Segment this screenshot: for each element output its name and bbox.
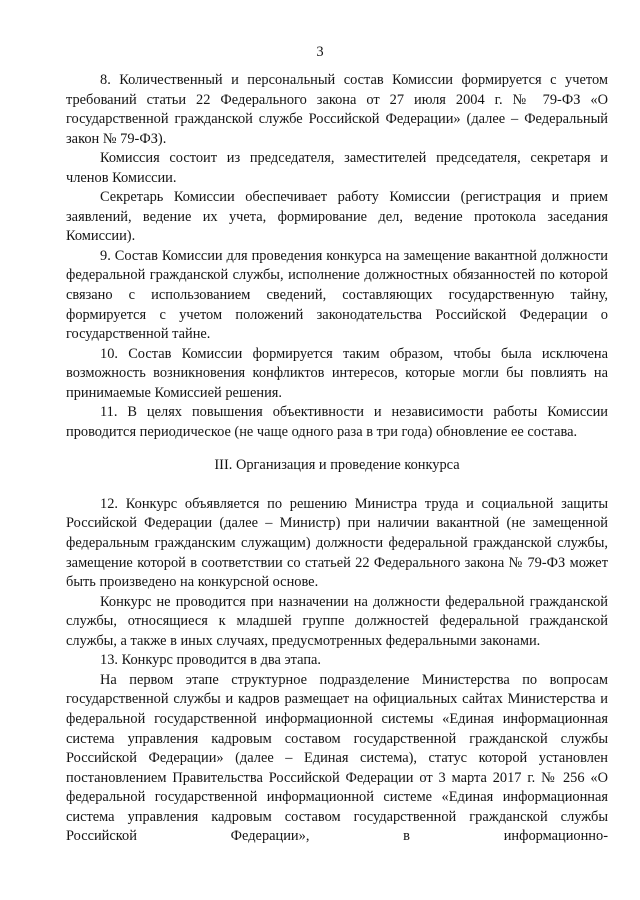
paragraph-no-contest: Конкурс не проводится при назначении на должности федеральной гражданской службы, относящиеся к младшей группе должностей федеральной гражданской службы, а также в иных случаях, предусмотренных федеральными законами.: [66, 593, 608, 649]
paragraph-9: 9. Состав Комиссии для проведения конкурса на замещение вакантной должности федеральной гражданской службы, исполнение должностных обязанностей по которой связано с использованием сведений, составляющих государственную тайну, формируется с учетом положений законодательства Российской Федерации о государственной тайне.: [66, 247, 608, 343]
section-heading: III. Организация и проведение конкурса: [214, 457, 460, 474]
paragraph-first-stage: На первом этапе структурное подразделение Министерства по вопросам государственной службы и кадров размещает на официальных сайтах Министерства и федеральной государственной информационной системы «Единая информационная система управления кадровым составом государственной гражданской службы Российской Федерации» (далее – Единая система), статус которой установлен постановлением Правительства Российской Федерации от 3 марта 2017 г. № 256 «О федеральной государственной информационной системе «Единая информационная система управления кадровым составом государственной гражданской службы Российской Федерации», в информационно-: [66, 671, 608, 845]
paragraph-12: 12. Конкурс объявляется по решению Министра труда и социальной защиты Российской Федерации (далее – Министр) при наличии вакантной (не замещенной федеральным гражданским служащим) должности федеральной гражданской службы, замещение которой в соответствии со статьей 22 Федерального закона № 79-ФЗ может быть произведено на конкурсной основе.: [66, 495, 608, 591]
document-body: [66, 71, 608, 847]
page-number: 3: [316, 44, 324, 60]
paragraph-13: 13. Конкурс проводится в два этапа.: [100, 652, 322, 669]
paragraph-11: 11. В целях повышения объективности и независимости работы Комиссии проводится периодическое (не чаще одного раза в три года) обновление ее состава.: [66, 404, 608, 440]
paragraph-10: 10. Состав Комиссии формируется таким образом, чтобы была исключена возможность возникновения конфликтов интересов, которые могли бы повлиять на принимаемые Комиссией решения.: [66, 345, 608, 401]
paragraph-8: 8. Количественный и персональный состав Комиссии формируется с учетом требований статьи 22 Федерального закона от 27 июля 2004 г. № 79-ФЗ «О государственной гражданской службе Российской Федерации» (далее – Федеральный закон № 79-ФЗ).: [66, 72, 608, 147]
paragraph-commission-secretary: Секретарь Комиссии обеспечивает работу Комиссии (регистрация и прием заявлений, ведение их учета, формирование дел, ведение протокола заседания Комиссии).: [66, 189, 608, 245]
paragraph-commission-composition: Комиссия состоит из председателя, заместителей председателя, секретаря и членов Комиссии.: [66, 150, 608, 186]
